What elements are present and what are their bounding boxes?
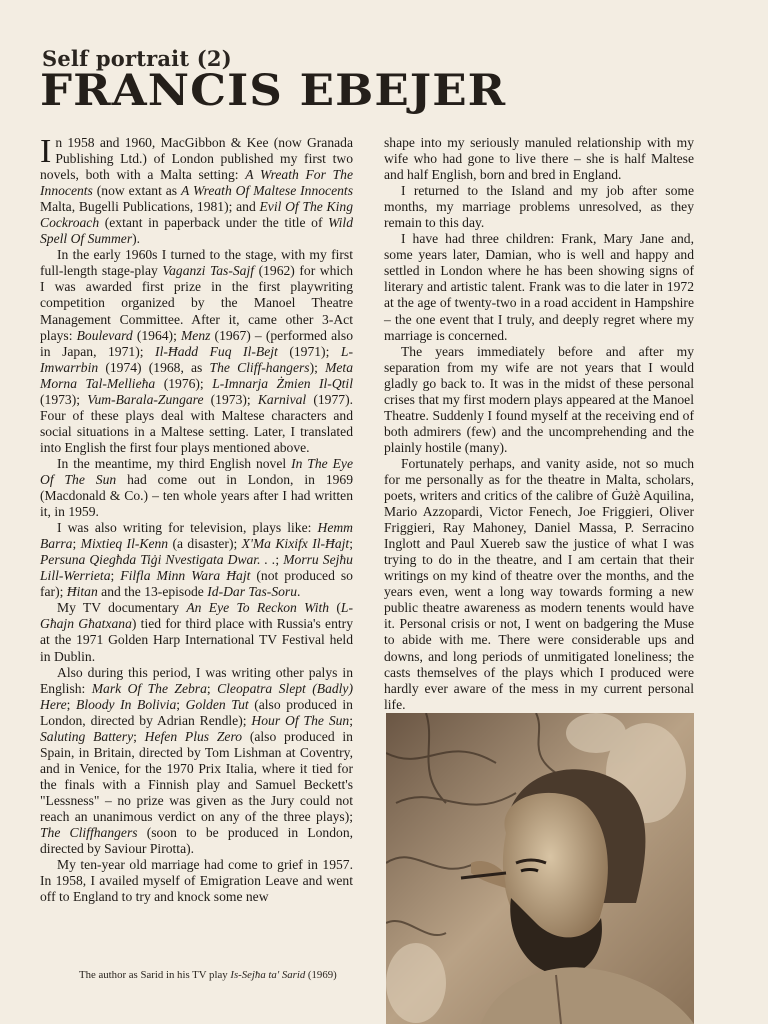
page-title: FRANCIS EBEJER xyxy=(40,66,507,116)
author-photo xyxy=(386,713,694,1024)
paragraph: Also during this period, I was writing other palys in English: Mark Of The Zebra; Cleopatra Slept (Badly) Here; Bloody In Bolivia; Golden Tut (also produced in London, directed by Adrian Rendle); Hour Of The Sun; Saluting Battery; Hefen Plus Zero (also produced in Spain, in Britain, directed by Tom Lishman at Coventry, and in Venice, for the 1970 Prix Italia, where it tied for the finals with a Finnish play and Samuel Beckett's "Lessness" – no prize was given as the Jury could not reach an unanimous verdict on any of the three plays); The Cliffhangers (soon to be produced in London, directed by Saviour Pirotta). xyxy=(40,664,354,857)
paragraph: In the meantime, my third English novel In The Eye Of The Sun had come out in London, in 1969 (Macdonald & Co.) – ten whole years after I had written it, in 1959. xyxy=(40,455,354,520)
caption-title: Is-Sejħa ta' Sarid xyxy=(230,969,306,981)
work-title: A Wreath For The Innocents xyxy=(40,167,353,199)
paragraph: In 1958 and 1960, MacGibbon & Kee (now Granada Publishing Ltd.) of London published my first two novels, both with a Malta setting: A Wreath For The Innocents (now extant as A Wreath Of Maltese Innocents Malta, Bugelli Publications, 1981); and Evil Of The King Cockroach (extant in paperback under the title of Wild Spell Of Summer). xyxy=(40,133,353,247)
work-title: X'Ma Kixifx Il-Ħajt xyxy=(241,536,350,552)
paragraph: I have had three children: Frank, Mary Jane and, some years later, Damian, who is well and happy and settled in London where he has been showing signs of literary and artistic talent. Frank was to die later in 1972 at the age of twenty-two in a road accident in Hampshire – the one event that I truly, and deeply regret where my marriage is concerned. xyxy=(384,231,694,343)
paragraph: My ten-year old marriage had come to grief in 1957. In 1958, I availed myself of Emigration Leave and went off to England to try and knock some new xyxy=(40,857,353,905)
work-title: In The Eye Of The Sun xyxy=(40,455,353,487)
work-title: Boulevard xyxy=(76,327,133,343)
work-title: Golden Tut xyxy=(185,696,249,712)
work-title: Menz xyxy=(180,327,211,343)
work-title: L-Imnarja Żmien Il-Qtil xyxy=(212,375,353,391)
paragraph: My TV documentary An Eye To Reckon With (L-Għajn Għatxana) tied for third place with Russia's entry at the 1971 Golden Harp International TV Festival held in Dublin. xyxy=(40,600,353,664)
work-title: L-Imwarrbin xyxy=(40,343,353,375)
work-title: Cleopatra Slept (Badly) Here xyxy=(40,680,353,712)
paragraph: shape into my seriously manuled relationship with my wife who had gone to live there – she is half Maltese and half English, born and bred in England. xyxy=(384,135,694,183)
caption-prefix: The author as Sarid in his TV play xyxy=(79,969,231,981)
work-title: Bloody In Bolivia xyxy=(76,696,177,712)
work-title: Il-Ħadd Fuq Il-Bejt xyxy=(155,343,278,359)
work-title: Vum-Barala-Zungare xyxy=(87,391,204,407)
work-title: Filfla Minn Wara Ħajt xyxy=(120,568,251,584)
work-title: L-Għajn Għatxana xyxy=(40,600,353,632)
work-title: Evil Of The King Cockroach xyxy=(40,199,353,231)
work-title: The Cliffhangers xyxy=(40,825,138,841)
photo-caption xyxy=(79,969,369,981)
work-title: Hefen Plus Zero xyxy=(144,728,243,744)
work-title: Vaganzi Tas-Sajf xyxy=(162,263,255,279)
paragraph: In the early 1960s I turned to the stage, with my first full-length stage-play Vaganzi Tas-Sajf (1962) for which I was awarded first prize in the first playwriting competition organized by the Manoel Theatre Management Committee. After it, came other 3-Act plays: Boulevard (1964); Menz (1967) – (performed also in Japan, 1971); Il-Ħadd Fuq Il-Bejt (1971); L-Imwarrbin (1974) (1968, as The Cliff-hangers); Meta Morna Tal-Mellieħa (1976); L-Imnarja Żmien Il-Qtil (1973); Vum-Barala-Zungare (1973); Karnival (1977). Four of these plays deal with Maltese characters and social situations in a Maltese setting. Later, I translated into English the first four plays mentioned above. xyxy=(40,247,354,455)
work-title: Meta Morna Tal-Mellieħa xyxy=(40,359,354,391)
work-title: Mark Of The Zebra xyxy=(91,680,207,696)
caption-suffix: (1969) xyxy=(305,969,337,981)
work-title: Mixtieq Il-Kenn xyxy=(80,536,169,552)
work-title: A Wreath Of Maltese Innocents xyxy=(181,183,353,199)
paragraph: I was also writing for television, plays like: Hemm Barra; Mixtieq Il-Kenn (a disaster); X'Ma Kixifx Il-Ħajt; Persuna Qiegħda Tiġi Nvestigata Dwar. . .; Morru Sejħu Lill-Werrieta; Filfla Minn Wara Ħajt (not produced so far); Ħitan and the 13-episode Id-Dar Tas-Soru. xyxy=(40,520,353,600)
drop-cap: I xyxy=(40,133,52,170)
work-title: The Cliff-hangers xyxy=(209,359,310,375)
work-title: Wild Spell Of Summer xyxy=(40,215,353,247)
kicker: Self portrait (2) xyxy=(42,46,232,71)
work-title: Hour Of The Sun xyxy=(251,712,350,728)
work-title: Hemm Barra xyxy=(40,520,353,552)
right-column xyxy=(384,135,694,713)
work-title: Saluting Battery xyxy=(40,728,134,744)
work-title: Persuna Qiegħda Tiġi Nvestigata Dwar. . . xyxy=(40,552,276,568)
work-title: An Eye To Reckon With xyxy=(186,600,330,616)
paragraph: Fortunately perhaps, and vanity aside, not so much for me personally as for the theatre in Malta, scholars, poets, writers and critics of the calibre of Ġużè Aquilina, Mario Azzopardi, Victor Fenech, Joe Friggieri, Oliver Friggieri, Ray Mahoney, Daniel Massa, P. Serracino Inglott and Paul Xuereb saw the justice of what I was trying to do in the theatre, and I am certain that their writings on my kind of theatre over the months, and the years even, went a long way towards forming a new public theatre awareness as modern tenents would have it. Personal crisis or not, I went on badgering the Muse to abide with me. There were considerable ups and downs, and long periods of unmitigated loneliness; the casts themselves of the plays which I produced were hardly ever aware of the mess in my current personal life. xyxy=(384,455,694,712)
work-title: Id-Dar Tas-Soru xyxy=(207,584,298,600)
paragraph: The years immediately before and after my separation from my wife are not years that I would gladly go back to. It was in the midst of these personal crises that my first modern plays appeared at the Manoel Theatre. Suddenly I found myself at the receiving end of both admirers (few) and the uncomprehending and the plainly hostile (many). xyxy=(384,343,694,455)
work-title: Morru Sejħu Lill-Werrieta xyxy=(40,552,353,584)
work-title: Karnival xyxy=(257,391,307,407)
work-title: Ħitan xyxy=(66,584,98,600)
paragraph: I returned to the Island and my job after some months, my marriage problems unresolved, as they remain to this day. xyxy=(384,183,694,231)
left-column xyxy=(40,135,353,905)
